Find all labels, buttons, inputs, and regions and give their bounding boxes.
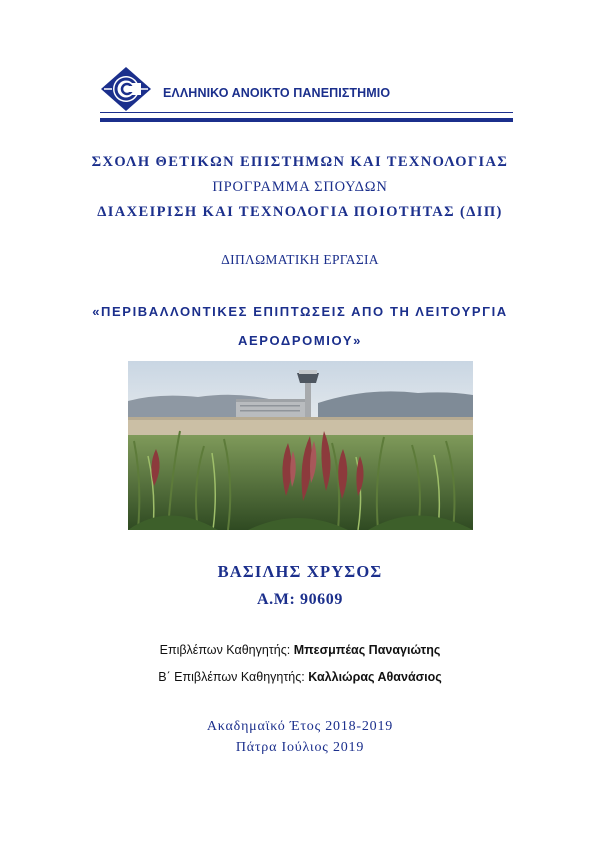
- academic-year: Ακαδημαϊκό Έτος 2018-2019: [206, 719, 394, 734]
- supervisor-line-2: [0, 670, 600, 684]
- place-date: Πάτρα Ιούλιος 2019: [235, 740, 365, 755]
- header-rule-thin: [100, 112, 513, 113]
- supervisor-name-1: Μπεσμπέας Παναγιώτης: [293, 643, 441, 657]
- university-name: ΕΛΛΗΝΙΚΟ ΑΝΟΙΚΤΟ ΠΑΝΕΠΙΣΤΗΜΙΟ: [163, 86, 391, 100]
- university-logo-icon: [100, 66, 152, 112]
- supervisor-label-2: Β΄ Επιβλέπων Καθηγητής:: [158, 670, 305, 684]
- thesis-title-line-2: ΑΕΡΟΔΡΟΜΙΟΥ»: [238, 333, 362, 348]
- author-name: ΒΑΣΙΛΗΣ ΧΡΥΣΟΣ: [217, 562, 383, 581]
- supervisor-label-1: Επιβλέπων Καθηγητής:: [159, 643, 291, 657]
- supervisor-name-2: Καλλιώρας Αθανάσιος: [308, 670, 442, 684]
- course-heading: ΔΙΑΧΕΙΡΙΣΗ ΚΑΙ ΤΕΧΝΟΛΟΓΙΑ ΠΟΙΟΤΗΤΑΣ (ΔΙΠ): [97, 204, 503, 220]
- thesis-title-line-1: «ΠΕΡΙΒΑΛΛΟΝΤΙΚΕΣ ΕΠΙΠΤΩΣΕΙΣ ΑΠΟ ΤΗ ΛΕΙΤΟΥΡΓΙΑ: [92, 304, 508, 319]
- supervisor-line-1: [0, 643, 600, 657]
- program-heading: ΠΡΟΓΡΑΜΜΑ ΣΠΟΥΔΩΝ: [212, 179, 388, 195]
- school-heading: ΣΧΟΛΗ ΘΕΤΙΚΩΝ ΕΠΙΣΤΗΜΩΝ ΚΑΙ ΤΕΧΝΟΛΟΓΙΑΣ: [91, 154, 509, 170]
- registration-number: Α.Μ: 90609: [257, 591, 343, 608]
- thesis-type: ΔΙΠΛΩΜΑΤΙΚΗ ΕΡΓΑΣΙΑ: [221, 252, 379, 267]
- header-rule-thick: [100, 118, 513, 122]
- cover-photo-airport-plants: [128, 361, 473, 530]
